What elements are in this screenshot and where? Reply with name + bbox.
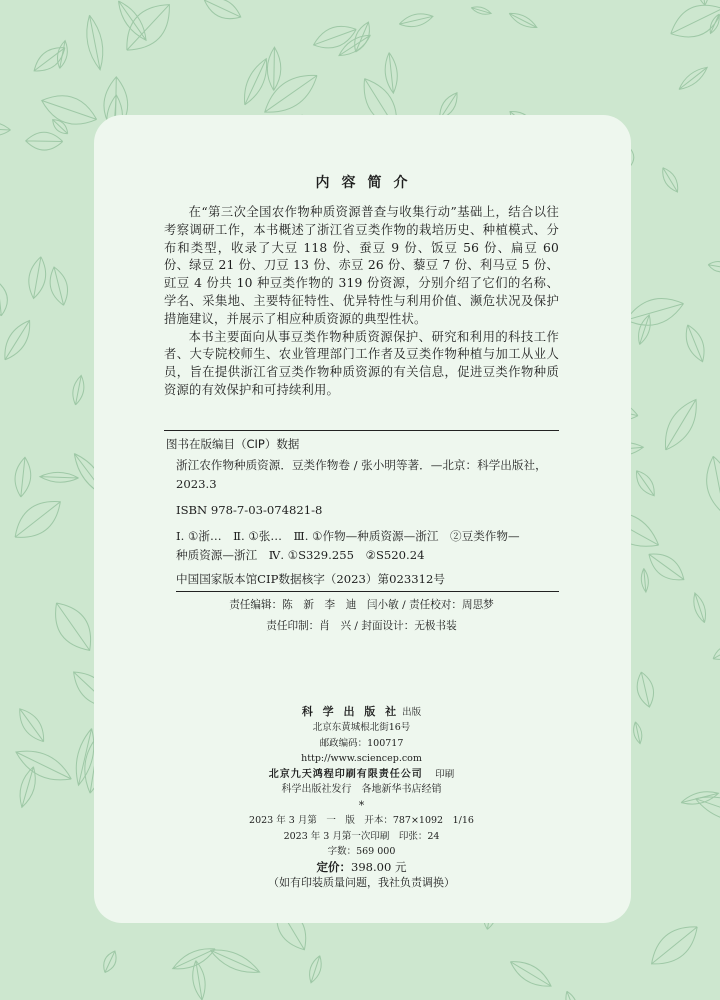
leaf-outline xyxy=(658,165,682,195)
publisher-address: 北京东黄城根北街16号 xyxy=(312,722,411,734)
leaf-outline xyxy=(16,765,40,809)
leaf-outline xyxy=(170,943,218,975)
leaf-outline xyxy=(46,265,72,307)
leaf-outline xyxy=(707,260,720,274)
printer-line xyxy=(164,767,559,783)
leaf-outline xyxy=(37,88,100,132)
price-line xyxy=(164,860,559,876)
publisher-name: 科 学 出 版 社 xyxy=(301,704,400,718)
leaf-outline xyxy=(201,0,245,25)
publication-info xyxy=(164,704,559,891)
leaf-outline xyxy=(13,704,50,746)
cip-classification-line-1: Ⅰ. ①浙… Ⅱ. ①张… Ⅲ. ①作物—种质资源—浙江 ②豆类作物— xyxy=(176,528,520,543)
leaf-outline xyxy=(207,943,262,978)
editors-line-2: 责任印制：肖 兴 / 封面设计：无极书装 xyxy=(266,619,457,632)
leaf-outline xyxy=(310,20,359,54)
leaf-outline xyxy=(350,20,374,55)
leaf-outline xyxy=(0,122,11,137)
leaf-outline xyxy=(383,52,399,94)
leaf-outline xyxy=(267,47,281,91)
cip-isbn: ISBN 978-7-03-074821-8 xyxy=(176,502,323,517)
quality-note: （如有印装质量问题，我社负责调换） xyxy=(268,876,455,890)
leaf-outline xyxy=(0,316,37,364)
leaf-outline xyxy=(100,949,120,975)
leaf-outline xyxy=(306,954,324,984)
leaf-outline xyxy=(398,11,434,30)
leaf-outline xyxy=(632,467,660,499)
summary-paragraph-2: 本书主要面向从事豆类作物种质资源保护、研究和利用的科技工作者、大专院校师生、农业管理部门工作者及豆类作物种植与加工从业人员，旨在提供浙江省豆类作物种质资源的有关信息，促进豆类作物种质资源的有效保护和可持续利用。 xyxy=(164,329,559,397)
editors-block xyxy=(164,595,559,637)
publisher-website: http://www.sciencep.com xyxy=(301,753,422,765)
cip-entry-line-1: 浙江农作物种质资源．豆类作物卷 / 张小明等著．—北京：科学出版社， xyxy=(176,457,547,472)
word-count: 字数：569 000 xyxy=(327,846,396,858)
publisher-line xyxy=(164,704,559,721)
edition-line: 2023 年 3 月第 一 版 开本：787×1092 1/16 xyxy=(249,815,474,827)
publisher-postcode: 邮政编码：100717 xyxy=(319,737,404,749)
leaf-outline xyxy=(40,472,79,483)
leaf-outline xyxy=(710,641,720,664)
cip-heading: 图书在版编目（CIP）数据 xyxy=(166,436,300,451)
publisher-suffix: 出版 xyxy=(402,706,422,718)
leaf-outline xyxy=(55,40,69,70)
leaf-outline xyxy=(690,591,709,624)
leaf-outline xyxy=(26,255,49,300)
leaf-outline xyxy=(681,322,710,364)
leaf-outline xyxy=(116,0,181,61)
leaf-outline xyxy=(640,568,649,592)
leaf-outline xyxy=(506,955,555,993)
leaf-outline xyxy=(635,313,654,346)
cip-classification-line-2: 种质资源—浙江 Ⅳ. ①S329.255 ②S520.24 xyxy=(176,547,425,562)
separator-star: * xyxy=(358,798,365,812)
leaf-outline xyxy=(13,456,33,497)
leaf-outline xyxy=(507,10,539,32)
summary-paragraph-1: 在“第三次全国农作物种质资源普查与收集行动”基础上，结合以往考察调研工作，本书概述了浙江省豆类作物的栽培历史、种植模式、分布和类型，收录了大豆 118 份、蚕豆 9 份、饭豆 56 份、扁豆 60 份、绿豆 21 份、刀豆 13 份、赤豆 26 份、藜豆 7 份、利马豆 5 份、豇豆 4 份共 10 种豆类作物的 319 份资源，分别介绍了它们的名称、学名、采集地、主要特征特性、优异特性与利用价值、濒危状况及保护措施建议，并展示了相应种质资源的典型性状。 xyxy=(164,205,559,326)
leaf-outline xyxy=(643,917,705,974)
leaf-outline xyxy=(26,132,63,150)
leaf-outline xyxy=(70,374,86,405)
leaf-outline xyxy=(11,742,76,788)
leaf-outline xyxy=(470,5,492,17)
editors-line-1: 责任编辑：陈 新 李 迪 闫小敏 / 责任校对：周思梦 xyxy=(229,598,494,611)
cip-entry-line-2: 2023.3 xyxy=(176,476,217,491)
leaf-outline xyxy=(632,721,644,744)
leaf-outline xyxy=(0,281,9,317)
content-panel xyxy=(94,115,631,923)
cip-block xyxy=(164,430,559,592)
leaf-outline xyxy=(45,595,101,659)
leaf-outline xyxy=(634,670,657,709)
leaf-outline xyxy=(563,990,581,1000)
leaf-outline xyxy=(643,546,689,587)
leaf-outline xyxy=(707,13,720,35)
price-label: 定价： xyxy=(316,859,352,874)
printer-name: 北京九天鸿程印刷有限责任公司 xyxy=(268,768,423,780)
printing-line: 2023 年 3 月第一次印刷 印张：24 xyxy=(283,830,440,842)
distribution-line: 科学出版社发行 各地新华书店经销 xyxy=(281,784,442,796)
cip-verification-number: 中国国家版本馆CIP数据核字（2023）第023312号 xyxy=(176,571,559,592)
leaf-outline xyxy=(702,454,720,517)
leaf-outline xyxy=(190,960,208,1000)
leaf-outline xyxy=(623,292,687,332)
price-value: 398.00 元 xyxy=(351,859,407,874)
leaf-outline xyxy=(676,63,710,93)
leaf-outline xyxy=(113,0,151,44)
leaf-outline xyxy=(83,14,108,71)
summary-title: 内容简介 xyxy=(315,175,420,191)
printer-suffix: 印刷 xyxy=(435,768,455,780)
leaf-outline xyxy=(657,394,706,455)
leaf-outline xyxy=(7,491,68,547)
